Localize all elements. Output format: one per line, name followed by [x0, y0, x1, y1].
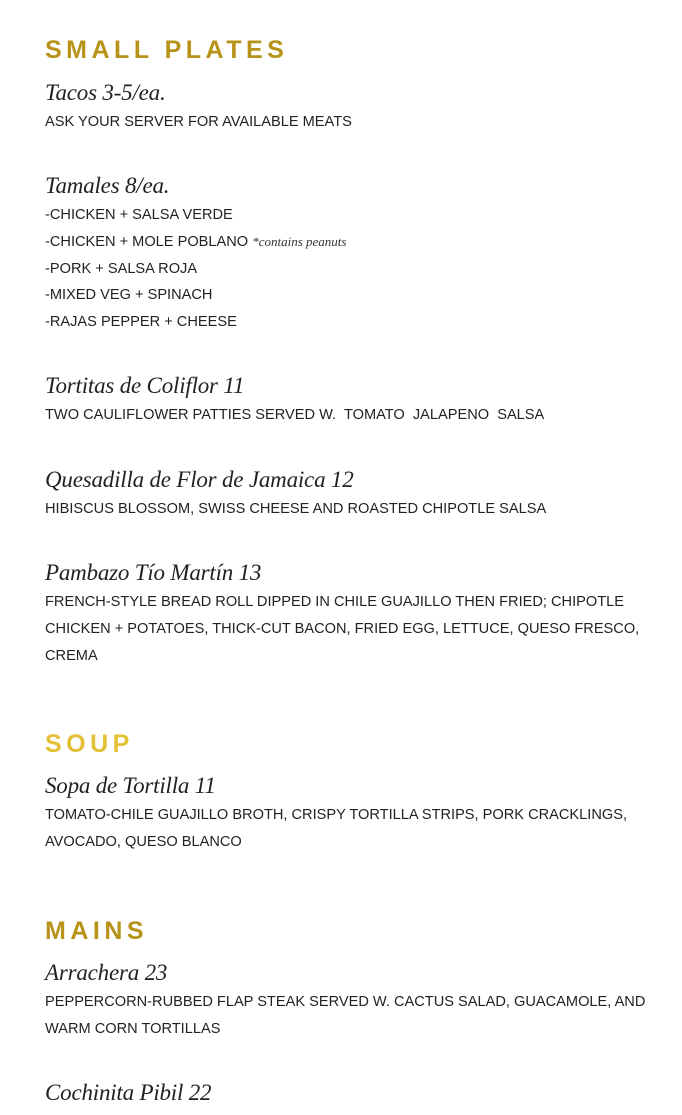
item-description — [45, 202, 665, 336]
item-description: HIBISCUS BLOSSOM, SWISS CHEESE AND ROASTED CHIPOTLE SALSA — [45, 501, 547, 517]
menu-item-tacos — [45, 78, 665, 136]
section-title-soup: SOUP — [45, 730, 134, 758]
tamale-option: -CHICKEN + SALSA VERDE — [45, 207, 233, 223]
item-description — [45, 989, 665, 1043]
description-line: AVOCADO, QUESO BLANCO — [45, 833, 242, 850]
item-description — [45, 802, 665, 856]
menu-item-sopa — [45, 771, 665, 856]
allergen-note: *contains peanuts — [252, 233, 347, 249]
item-description: TWO CAULIFLOWER PATTIES SERVED W. TOMATO JALAPENO SALSA — [45, 407, 545, 423]
description-line: PEPPERCORN-RUBBED FLAP STEAK SERVED W. CACTUS SALAD, GUACAMOLE, AND — [45, 994, 646, 1010]
menu-item-cochinita — [45, 1078, 665, 1108]
tamale-option-with-note — [45, 229, 665, 256]
description-line: CHICKEN + POTATOES, THICK-CUT BACON, FRIED EGG, LETTUCE, QUESO FRESCO, — [45, 620, 640, 637]
section-title-small-plates: SMALL PLATES — [45, 36, 289, 64]
menu-item-quesadilla — [45, 465, 665, 523]
menu-item-arrachera — [45, 958, 665, 1043]
item-name: Cochinita Pibil 22 — [45, 1080, 212, 1105]
description-line: WARM CORN TORTILLAS — [45, 1020, 221, 1037]
item-description — [45, 589, 665, 669]
item-name: Tacos 3-5/ea. — [45, 80, 166, 105]
item-name: Quesadilla de Flor de Jamaica 12 — [45, 467, 354, 492]
menu-item-tamales — [45, 171, 665, 336]
tamale-option: -PORK + SALSA ROJA — [45, 260, 198, 277]
item-name: Tamales 8/ea. — [45, 173, 170, 198]
tamale-option: -CHICKEN + MOLE POBLANO — [45, 233, 249, 250]
description-line: FRENCH-STYLE BREAD ROLL DIPPED IN CHILE GUAJILLO THEN FRIED; CHIPOTLE — [45, 594, 625, 610]
description-line: TOMATO-CHILE GUAJILLO BROTH, CRISPY TORTILLA STRIPS, PORK CRACKLINGS, — [45, 807, 628, 823]
item-name: Pambazo Tío Martín 13 — [45, 560, 262, 585]
description-line: CREMA — [45, 647, 98, 664]
menu-item-tortitas — [45, 371, 665, 429]
section-title-mains: MAINS — [45, 917, 149, 945]
item-name: Sopa de Tortilla 11 — [45, 773, 216, 798]
tamale-option: -MIXED VEG + SPINACH — [45, 287, 213, 304]
item-name: Tortitas de Coliflor 11 — [45, 373, 245, 398]
item-name: Arrachera 23 — [45, 960, 168, 985]
menu-item-pambazo — [45, 558, 665, 669]
tamale-option: -RAJAS PEPPER + CHEESE — [45, 314, 237, 331]
item-description: ASK YOUR SERVER FOR AVAILABLE MEATS — [45, 114, 352, 130]
